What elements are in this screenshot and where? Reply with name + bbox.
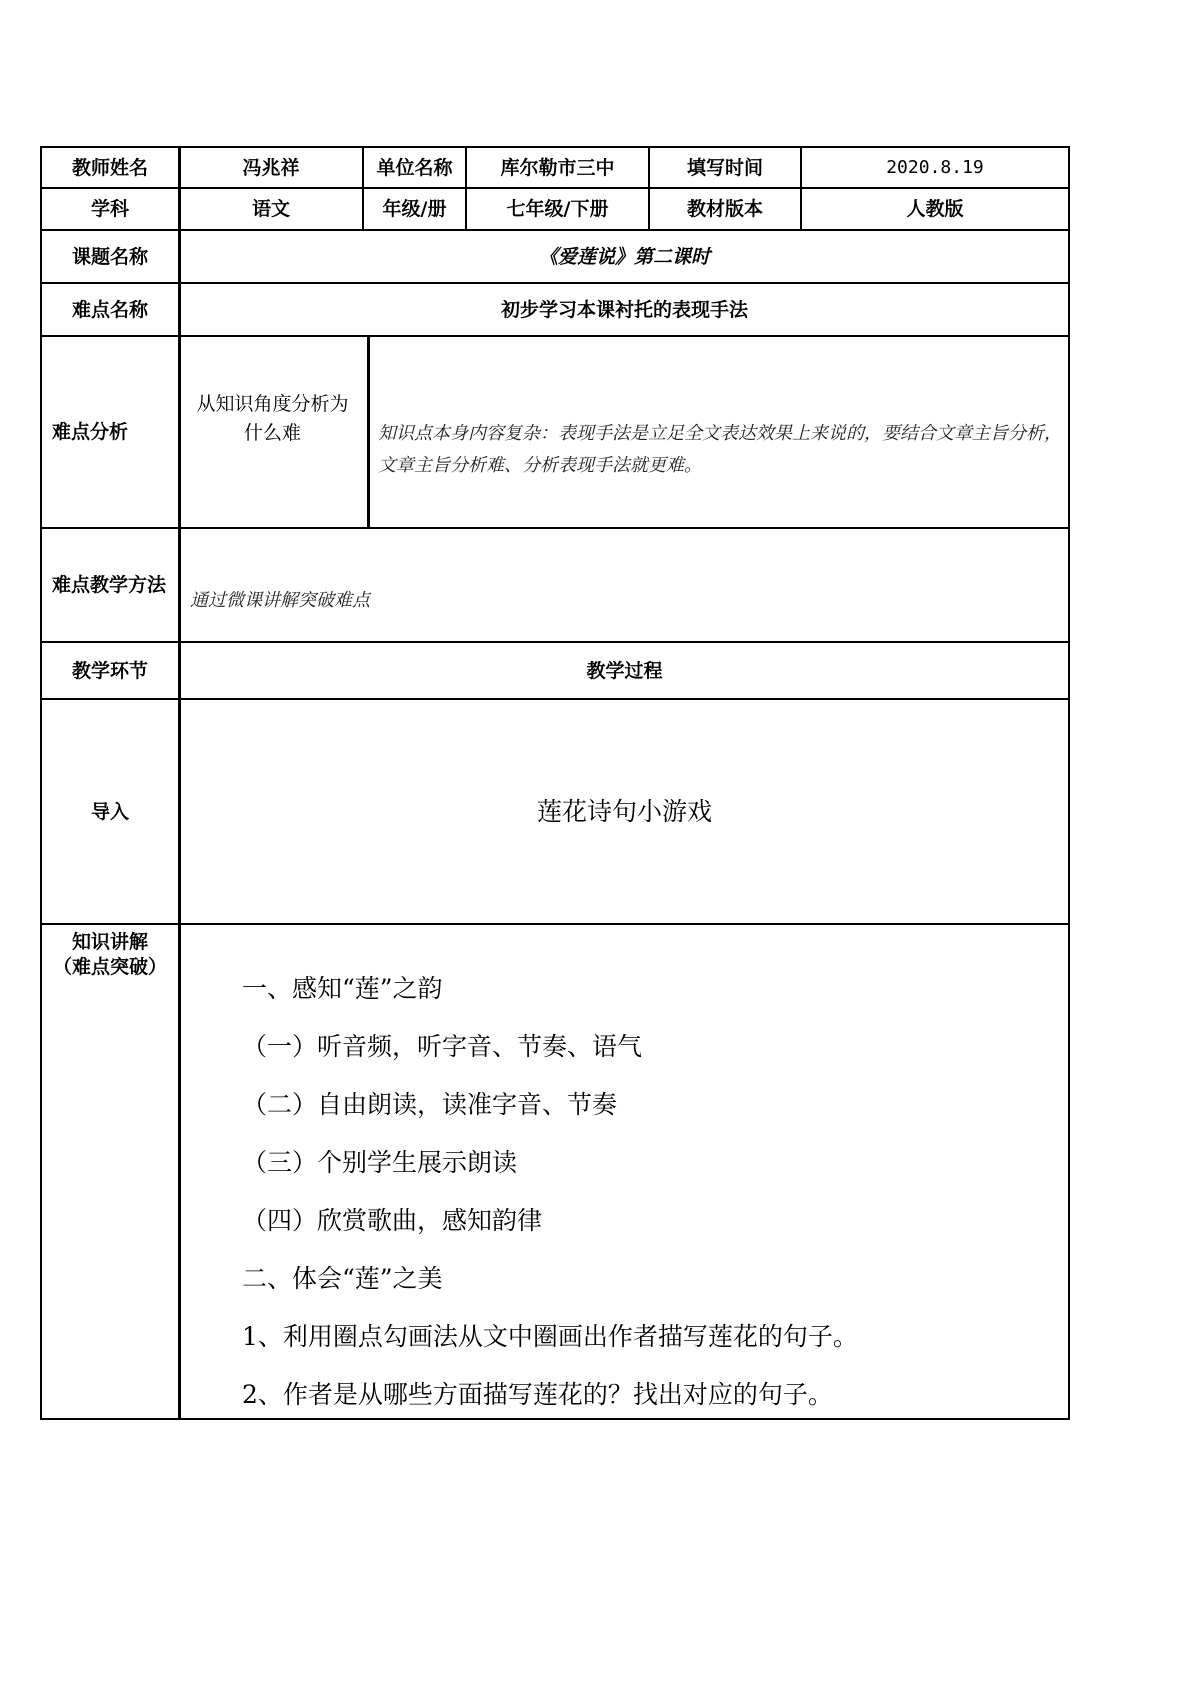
knowledge-step: （三）个别学生展示朗读 [242,1148,518,1177]
lesson-title-label: 课题名称 [71,245,148,268]
knowledge-step: 2、作者是从哪些方面描写莲花的？找出对应的句子。 [242,1380,833,1409]
analysis-knowledge-angle: 从知识角度分析为什么难 [196,393,349,445]
difficulty-name-value: 初步学习本课衬托的表现手法 [500,298,748,321]
subject-label: 学科 [90,198,129,221]
difficulty-name-label: 难点名称 [71,298,148,321]
knowledge-step: （四）欣赏歌曲，感知韵律 [242,1206,543,1235]
table-border [40,1418,1069,1420]
grade-label: 年级/册 [382,198,447,221]
intro-label: 导入 [90,800,129,823]
table-border [40,527,1069,529]
teaching-step-label: 教学环节 [71,659,148,682]
subject-value: 语文 [251,198,290,221]
teaching-method-label: 难点教学方法 [52,574,167,597]
table-border [1068,146,1070,1420]
difficulty-analysis-label: 难点分析 [52,421,129,444]
lesson-title-value: 《爱莲说》第二课时 [538,245,710,268]
edition-label: 教材版本 [686,198,763,221]
knowledge-step: 一、感知“莲”之韵 [242,974,443,1003]
knowledge-step: （二）自由朗读，读准字音、节奏 [242,1090,618,1119]
unit-name-label: 单位名称 [376,156,453,179]
unit-name-value: 库尔勒市三中 [500,156,615,179]
knowledge-step: （一）听音频，听字音、节奏、语气 [242,1032,643,1061]
edition-value: 人教版 [906,198,964,221]
teaching-process-header: 教学过程 [586,659,663,682]
fill-date-label: 填写时间 [686,156,763,179]
analysis-text: 知识点本身内容复杂：表现手法是立足全文表达效果上来说的，要结合文章主旨分析，文章主旨分析难、分析表现手法就更难。 [378,423,1062,476]
table-border [367,335,370,529]
knowledge-step: 二、体会“莲”之美 [242,1264,443,1293]
knowledge-step: 1、利用圈点勾画法从文中圈画出作者描写莲花的句子。 [242,1322,858,1351]
fill-date-value: 2020.8.19 [886,157,984,179]
knowledge-label-line1: 知识讲解 [71,931,148,953]
teacher-name-label: 教师姓名 [71,156,148,179]
teaching-method-text: 通过微课讲解突破难点 [190,590,370,611]
knowledge-label [40,930,180,986]
teacher-name-value: 冯兆祥 [242,156,300,179]
knowledge-label-line2: （难点突破） [52,955,167,978]
intro-text: 莲花诗句小游戏 [536,796,712,826]
grade-value: 七年级/下册 [506,198,609,221]
